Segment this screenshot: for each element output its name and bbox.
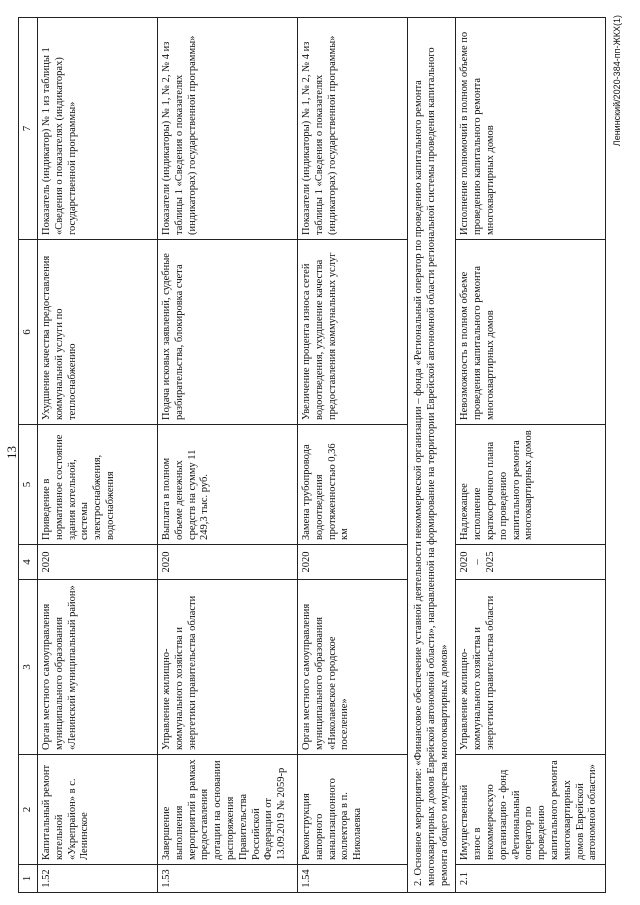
measures-table [18, 17, 606, 893]
indicator-link: Показатели (индикаторы) № 1, № 2, № 4 из таблицы 1 «Сведения о показателях (индикаторах) государственной программы» [158, 18, 298, 240]
year: 2020 [38, 545, 158, 580]
expected-result: Замена трубопровода водоотведения протяженностью 0,36 км [298, 425, 408, 545]
year: 2020 [158, 545, 298, 580]
indicator-link: Показатель (индикатор) № 1 из таблицы 1 «Сведения о показателях (индикаторах) государственной программы» [38, 18, 158, 240]
measure-name: Завершение выполнения мероприятий в рамках предоставления дотации на основании распоряжения Правительства Российской Федерации от 13.09.2019 № 2059-р [158, 755, 298, 865]
header-row [19, 18, 38, 893]
header-cell: 1 [19, 865, 38, 893]
executor: Управление жилищно-коммунального хозяйства и энергетики правительства области [456, 580, 606, 755]
section-heading: 2. Основное мероприятие: «Финансовое обеспечение уставной деятельности некоммерческой организации – фонда «Региональный оператор по проведению капитального ремонта многоквартирных домов Еврейской автономной области», направленной на формирование на территории Еврейской автономной области региональной системы проведения капитального ремонта общего имущества многоквартирных домов» [408, 18, 456, 893]
header-cell: 4 [19, 545, 38, 580]
year: 2020 – 2025 [456, 545, 606, 580]
header-cell: 7 [19, 18, 38, 240]
indicator-link: Исполнение полномочий в полном объеме по проведению капитального ремонта многоквартирных домов [456, 18, 606, 240]
measure-name: Реконструкция напорного канализационного коллектора в п. Николаевка [298, 755, 408, 865]
section-row [408, 18, 456, 893]
document-footer: Ленинский/2020-384-пп-ЖКХ(1) [612, 15, 622, 147]
executor: Управление жилищно-коммунального хозяйства и энергетики правительства области [158, 580, 298, 755]
table-row [38, 18, 158, 893]
header-cell: 3 [19, 580, 38, 755]
table-row [456, 18, 606, 893]
indicator-link: Показатели (индикаторы) № 1, № 2, № 4 из таблицы 1 «Сведения о показателях (индикаторах) государственной программы» [298, 18, 408, 240]
expected-result: Надлежащее исполнение краткосрочного плана по проведению капитального ремонта многоквартирных домов [456, 425, 606, 545]
row-number: 2.1 [456, 865, 606, 893]
measure-name: Капитальный ремонт котельной «Укрепрайон» в с. Ленинское [38, 755, 158, 865]
executor: Орган местного самоуправления муниципального образования «Николаевское городское поселение» [298, 580, 408, 755]
consequence: Невозможность в полном объеме проведения капитального ремонта многоквартирных домов [456, 240, 606, 425]
consequence: Ухудшение качества предоставления коммунальной услуги по теплоснабжению [38, 240, 158, 425]
executor: Орган местного самоуправления муниципального образования «Ленинский муниципальный район» [38, 580, 158, 755]
header-cell: 2 [19, 755, 38, 865]
row-number: 1.52 [38, 865, 158, 893]
table-row [298, 18, 408, 893]
consequence: Подача исковых заявлений, судебные разбирательства, блокировка счета [158, 240, 298, 425]
measure-name: Имущественный взнос в некоммерческую организацию - фонд «Региональный оператор по проведению капитального ремонта многоквартирных домов Еврейской автономной области» [456, 755, 606, 865]
row-number: 1.54 [298, 865, 408, 893]
consequence: Увеличение процента износа сетей водоотведения, ухудшение качества предоставления коммунальных услуг [298, 240, 408, 425]
header-cell: 6 [19, 240, 38, 425]
header-cell: 5 [19, 425, 38, 545]
expected-result: Приведение в нормативное состояние здания котельной, системы электроснабжения, водоснабжения [38, 425, 158, 545]
table-row [158, 18, 298, 893]
expected-result: Выплата в полном объеме денежных средств на сумму 11 249,3 тыс. руб. [158, 425, 298, 545]
year: 2020 [298, 545, 408, 580]
page-number: 13 [4, 446, 19, 459]
row-number: 1.53 [158, 865, 298, 893]
